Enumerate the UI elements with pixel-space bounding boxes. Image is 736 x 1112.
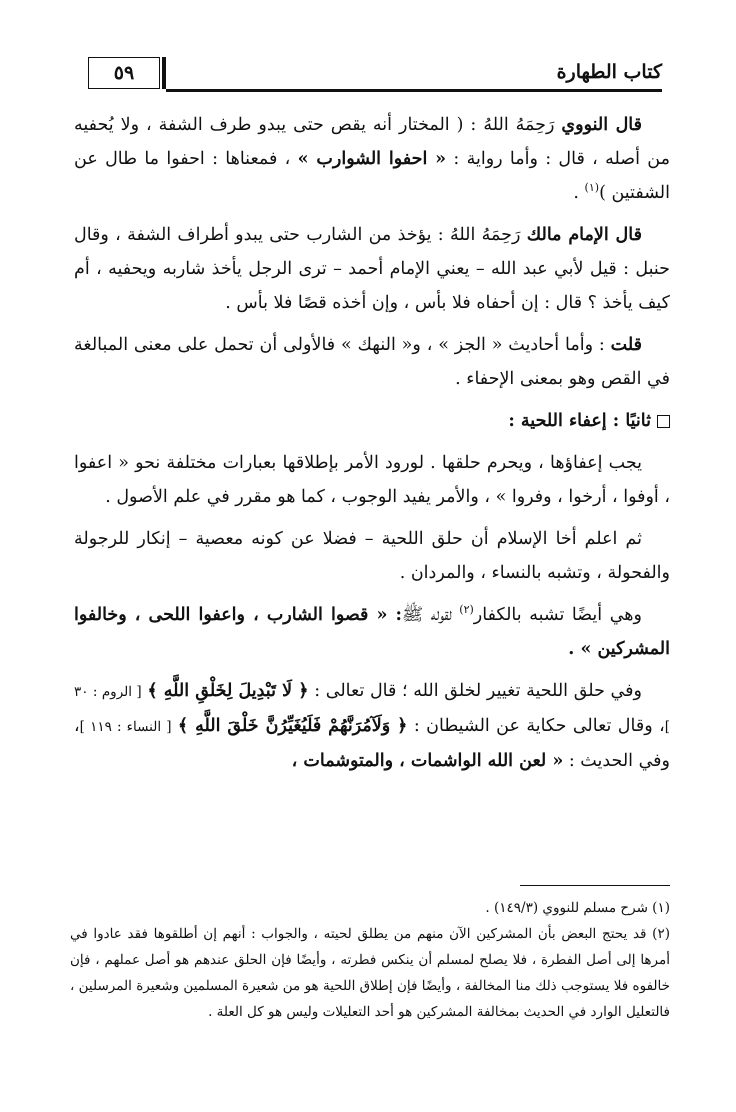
paragraph-text: : يؤخذ من الشارب حتى يبدو أطراف الشفة ، وقال حنبل : قيل لأبي عبد الله – يعني الإمام أحمد – ترى الرجل يأخذ شاربه ويحفيه ، أم كيف يأخذ ؟ قال : إن أحفاه فلا بأس ، وإن أخذه قصًا فلا بأس . <box>74 225 670 313</box>
paragraph-text: لقوله <box>430 605 452 625</box>
footnote-1: (١) شرح مسلم للنووي (١٤٩/٣) . <box>485 900 670 916</box>
paragraph-text: : ( المختار أنه يقص حتى يبدو طرف الشفة ، ولا يُحفيه من أصله ، قال : وأما رواية : <box>74 115 670 169</box>
footnote-rule <box>520 885 670 886</box>
honorific-malik: رَحِمَهُ اللهُ <box>450 225 521 245</box>
paragraph-text: ، فمعناها : احفوا ما طال عن الشفتين ) <box>74 149 670 203</box>
paragraph-halq: ثم اعلم أخا الإسلام أن حلق اللحية – فضلا عن كونه معصية – إنكار للرجولة والفحولة ، وتشبه بالنساء ، والمردان . <box>74 529 670 583</box>
honorific-prophet: ﷺ <box>402 605 424 625</box>
ayah-citation: [ الروم : ٣٠ ] <box>74 684 670 735</box>
lead-qultu: قلت <box>610 335 642 355</box>
paragraph-text: وهي أيضًا تشبه بالكفار <box>473 605 642 625</box>
square-bullet-icon <box>657 415 670 428</box>
speaker-nawawi: قال النووي <box>561 115 642 135</box>
hadith-quote: : « قصوا الشارب ، واعفوا اللحى ، وخالفوا المشركين » . <box>74 605 670 659</box>
paragraph-nawawi <box>74 108 670 210</box>
paragraph-taghyir <box>74 674 670 778</box>
page-number-bar <box>162 57 166 89</box>
quran-ayah: ﴿ لَا تَبْدِيلَ لِخَلْقِ اللَّهِ ﴾ <box>147 681 309 701</box>
header-rule <box>166 89 662 92</box>
paragraph-end: . <box>573 183 579 203</box>
paragraph-tashabbuh <box>74 598 670 666</box>
running-title: كتاب الطهارة <box>556 61 662 83</box>
hadith-quote: « لعن الله الواشمات ، والمتوشمات ، <box>291 751 564 771</box>
paragraph-text: : وأما أحاديث « الجز » ، و« النهك » فالأولى أن تحمل على معنى المبالغة في القص وهو بمعنى الإحفاء . <box>74 335 670 389</box>
page-header <box>88 55 662 95</box>
honorific-nawawi: رَحِمَهُ اللهُ <box>483 115 555 135</box>
paragraph-text: وفي حلق اللحية تغيير لخلق الله ؛ قال تعالى : <box>314 681 642 701</box>
paragraph-text: ، وقال تعالى حكاية عن الشيطان : <box>413 716 665 736</box>
ayah-citation: [ النساء : ١١٩ ] <box>79 719 172 735</box>
quran-ayah: ﴿ وَلَآمُرَنَّهُمْ فَلَيُغَيِّرُنَّ خَلْقَ اللَّهِ ﴾ <box>177 716 408 736</box>
footnote-ref-1[interactable]: (١) <box>584 181 600 195</box>
hadith-quote: « احفوا الشوارب » <box>297 149 447 169</box>
page-number: ٥٩ <box>88 57 160 89</box>
section-heading-text: ثانيًا : إعفاء اللحية : <box>508 411 651 431</box>
speaker-malik: قال الإمام مالك <box>526 225 642 245</box>
paragraph-malik <box>74 218 670 320</box>
paragraph-ifaa: يجب إعفاؤها ، ويحرم حلقها . لورود الأمر بإطلاقها بعبارات مختلفة نحو « اعفوا ، أوفوا ، أرخوا ، وفروا » ، والأمر يفيد الوجوب ، كما هو مقرر في علم الأصول . <box>74 453 670 507</box>
section-heading <box>74 404 670 438</box>
footnote-ref-2[interactable]: (٢) <box>459 603 474 617</box>
main-text <box>74 108 670 786</box>
paragraph-text: ، وفي الحديث : <box>74 716 670 771</box>
paragraph-qultu <box>74 328 670 396</box>
footnote-2: (٢) قد يحتج البعض بأن المشركين الآن منهم من يطلق لحيته ، والجواب : أنهم إن أطلقوها فقد عادوا في أمرها إلى أصل الفطرة ، فلا يصلح لمسلم أن ينكس فطرته ، وأيضًا فإن الحلق عندهم هو أصل عملهم ، فإن خالفوه فلا يستوجب ذلك منا المخالفة ، وأيضًا فإن إطلاق اللحية هو من شعيرة المسلمين وشعيرة المرسلين ، فالتعليل الوارد في الحديث بمخالفة المشركين هو أحد التعليلات وليس هو كل العلة . <box>70 926 670 1020</box>
footnotes <box>70 895 670 1025</box>
